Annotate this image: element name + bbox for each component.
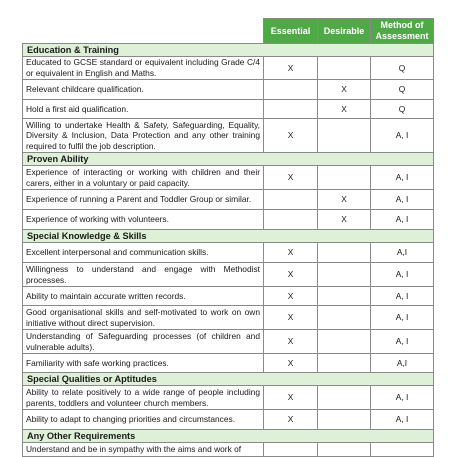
desirable-cell [318, 287, 371, 306]
header-criteria-blank [23, 19, 264, 44]
essential-cell: X [264, 410, 318, 430]
desirable-cell: X [318, 80, 371, 100]
header-essential: Essential [264, 19, 318, 44]
method-cell: A, I [371, 190, 434, 210]
table-row [23, 100, 434, 119]
table-row [23, 410, 434, 430]
essential-cell: X [264, 386, 318, 410]
desirable-cell [318, 410, 371, 430]
desirable-cell [318, 263, 371, 287]
desirable-cell: X [318, 100, 371, 119]
criterion-cell: Ability to relate positively to a wide range of people including parents, toddlers and volunteer church members. [23, 386, 264, 410]
table-row [23, 57, 434, 80]
table-row [23, 119, 434, 153]
criterion-cell: Experience of running a Parent and Toddler Group or similar. [23, 190, 264, 210]
criterion-cell: Educated to GCSE standard or equivalent including Grade C/4 or equivalent in English and Maths. [23, 57, 264, 80]
criterion-cell: Hold a first aid qualification. [23, 100, 264, 119]
desirable-cell [318, 330, 371, 354]
essential-cell: X [264, 263, 318, 287]
essential-cell: X [264, 57, 318, 80]
table-row [23, 210, 434, 230]
person-specification-table [22, 18, 434, 457]
essential-cell: X [264, 119, 318, 153]
table-row [23, 80, 434, 100]
criterion-cell: Relevant childcare qualification. [23, 80, 264, 100]
table-row [23, 287, 434, 306]
method-cell: Q [371, 100, 434, 119]
desirable-cell [318, 386, 371, 410]
section-title: Special Knowledge & Skills [23, 230, 434, 243]
table-row [23, 190, 434, 210]
method-cell: A, I [371, 306, 434, 330]
method-cell: A,I [371, 243, 434, 263]
essential-cell [264, 80, 318, 100]
method-cell: Q [371, 80, 434, 100]
section-title: Special Qualities or Aptitudes [23, 373, 434, 386]
table-row [23, 330, 434, 354]
method-cell: A, I [371, 330, 434, 354]
criterion-cell: Familiarity with safe working practices. [23, 354, 264, 373]
table-row [23, 306, 434, 330]
desirable-cell: X [318, 210, 371, 230]
method-cell: A, I [371, 287, 434, 306]
header-method-of-assessment: Method of Assessment [371, 19, 434, 44]
method-cell: A, I [371, 263, 434, 287]
table-body [23, 44, 434, 457]
criterion-cell: Willingness to understand and engage with Methodist processes. [23, 263, 264, 287]
essential-cell: X [264, 287, 318, 306]
criterion-cell: Understand and be in sympathy with the aims and work of [23, 443, 264, 457]
table-row [23, 263, 434, 287]
section-title: Proven Ability [23, 153, 434, 166]
criterion-cell: Ability to maintain accurate written records. [23, 287, 264, 306]
criterion-cell: Experience of interacting or working with children and their carers, either in a voluntary or paid capacity. [23, 166, 264, 190]
table-row [23, 243, 434, 263]
section-heading-row [23, 373, 434, 386]
method-cell: A, I [371, 166, 434, 190]
section-heading-row [23, 230, 434, 243]
table-row [23, 386, 434, 410]
method-cell: A, I [371, 410, 434, 430]
table-row [23, 354, 434, 373]
essential-cell [264, 100, 318, 119]
method-cell: A, I [371, 119, 434, 153]
criterion-cell: Ability to adapt to changing priorities and circumstances. [23, 410, 264, 430]
essential-cell [264, 190, 318, 210]
essential-cell: X [264, 306, 318, 330]
table-row [23, 166, 434, 190]
desirable-cell [318, 354, 371, 373]
section-title: Education & Training [23, 44, 434, 57]
desirable-cell [318, 306, 371, 330]
section-heading-row [23, 153, 434, 166]
essential-cell: X [264, 166, 318, 190]
essential-cell [264, 210, 318, 230]
section-heading-row [23, 430, 434, 443]
desirable-cell: X [318, 190, 371, 210]
criterion-cell: Excellent interpersonal and communication skills. [23, 243, 264, 263]
table-header-row [23, 19, 434, 44]
section-heading-row [23, 44, 434, 57]
method-cell: A, I [371, 210, 434, 230]
criterion-cell: Understanding of Safeguarding processes (of children and vulnerable adults). [23, 330, 264, 354]
section-title: Any Other Requirements [23, 430, 434, 443]
essential-cell: X [264, 243, 318, 263]
essential-cell: X [264, 354, 318, 373]
desirable-cell [318, 243, 371, 263]
desirable-cell [318, 166, 371, 190]
method-cell: A,I [371, 354, 434, 373]
essential-cell: X [264, 330, 318, 354]
criterion-cell: Good organisational skills and self-motivated to work on own initiative without direct supervision. [23, 306, 264, 330]
criterion-cell: Willing to undertake Health & Safety, Safeguarding, Equality, Diversity & Inclusion, Data Protection and any other training required to fulfil the job description. [23, 119, 264, 153]
desirable-cell [318, 57, 371, 80]
method-cell: Q [371, 57, 434, 80]
header-desirable: Desirable [318, 19, 371, 44]
criterion-cell: Experience of working with volunteers. [23, 210, 264, 230]
desirable-cell [318, 119, 371, 153]
method-cell: A, I [371, 386, 434, 410]
